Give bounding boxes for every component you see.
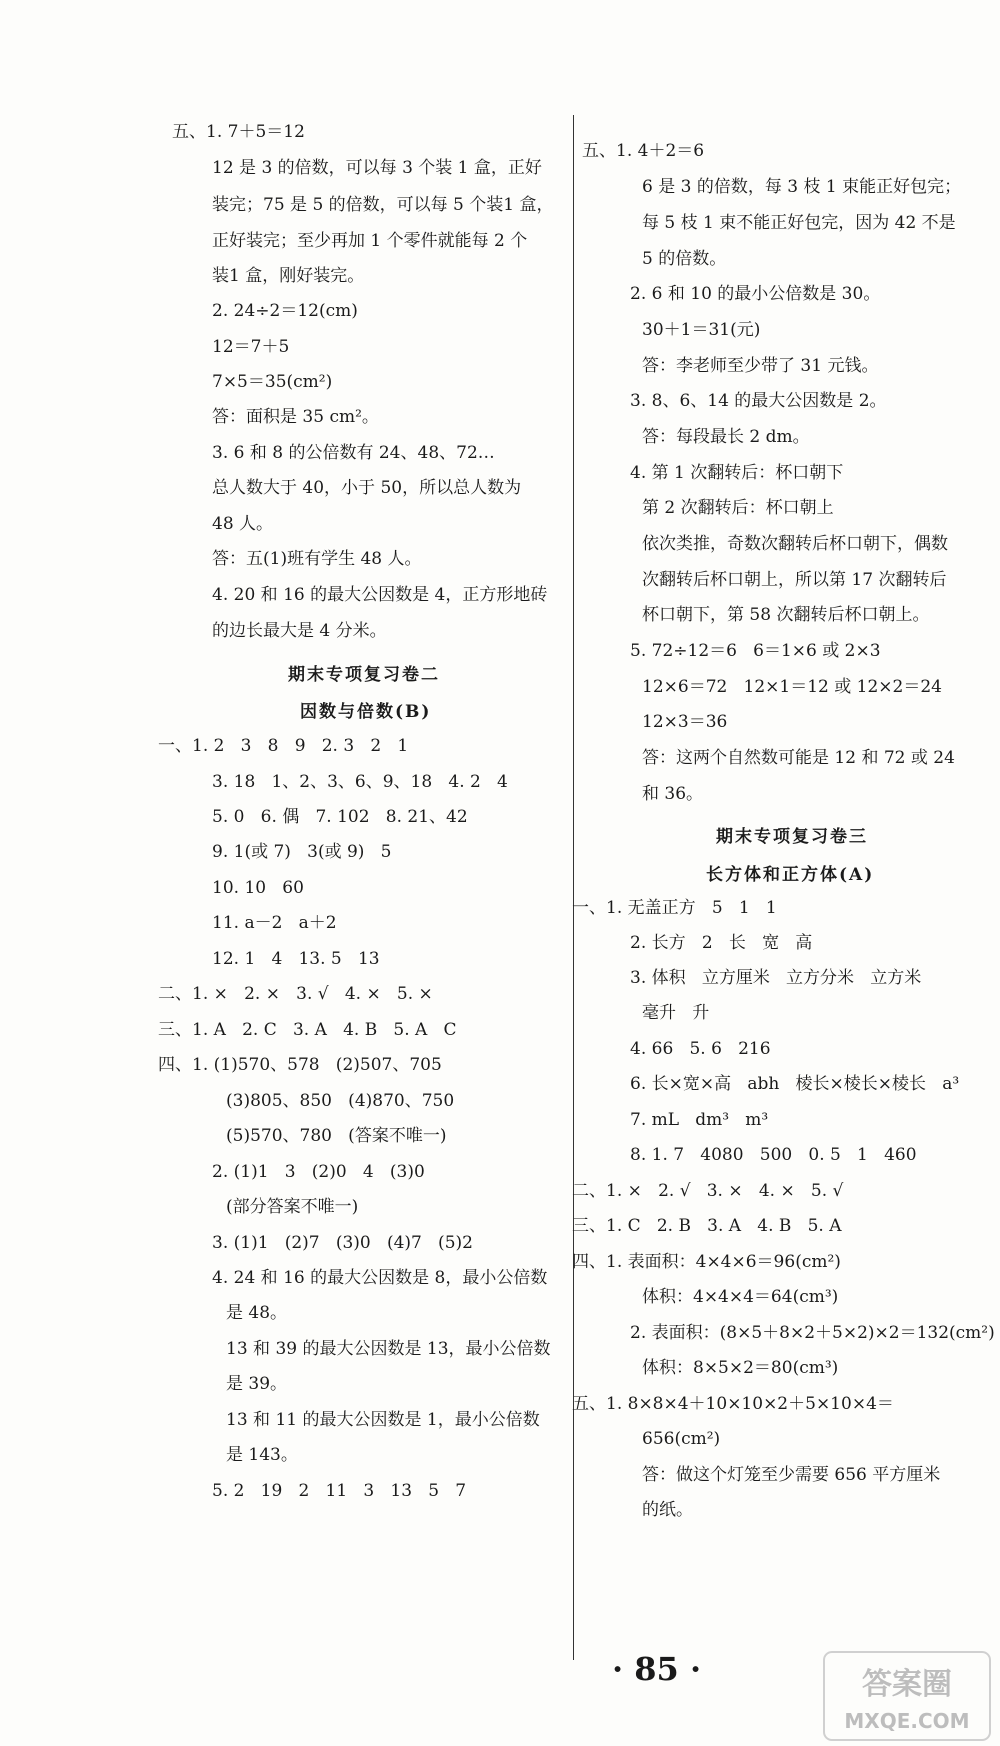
section-subheading: 因数与倍数(B) <box>300 702 432 722</box>
answer-line: 毫升 升 <box>642 1003 710 1023</box>
answer-line: 12＝7＋5 <box>212 337 290 357</box>
answer-line: 五、1. 8×8×4＋10×10×2＋5×10×4＝ <box>572 1394 894 1414</box>
answer-line: 9. 1(或 7) 3(或 9) 5 <box>212 842 392 862</box>
answer-line: 3. 体积 立方厘米 立方分米 立方米 <box>630 968 922 988</box>
answer-line: 5. 0 6. 偶 7. 102 8. 21、42 <box>212 807 468 827</box>
answer-line: 五、1. 7＋5＝12 <box>172 122 305 142</box>
answer-line: 6 是 3 的倍数，每 3 枝 1 束能正好包完； <box>642 177 962 197</box>
answer-line: 是 143。 <box>226 1445 298 1465</box>
answer-line: 5. 72÷12＝6 6＝1×6 或 2×3 <box>630 641 881 661</box>
page-number: · 85 · <box>612 1650 702 1688</box>
answer-line: 3. (1)1 (2)7 (3)0 (4)7 (5)2 <box>212 1233 473 1253</box>
answer-line: 每 5 枝 1 束不能正好包完，因为 42 不是 <box>642 213 956 233</box>
answer-line: 12 是 3 的倍数，可以每 3 个装 1 盒，正好 <box>212 158 542 178</box>
answer-line: 答：面积是 35 cm²。 <box>212 407 379 427</box>
answer-line: 第 2 次翻转后：杯口朝上 <box>642 498 834 518</box>
answer-line: 2. 24÷2＝12(cm) <box>212 301 358 321</box>
answer-line: 四、1. (1)570、578 (2)507、705 <box>158 1055 442 1075</box>
answer-line: 答：五(1)班有学生 48 人。 <box>212 549 422 569</box>
answer-line: 二、1. × 2. √ 3. × 4. × 5. √ <box>572 1181 844 1201</box>
answer-line: 答：这两个自然数可能是 12 和 72 或 24 <box>642 748 955 768</box>
answer-line: 3. 6 和 8 的公倍数有 24、48、72… <box>212 443 495 463</box>
answer-line: 装完；75 是 5 的倍数，可以每 5 个装1 盒， <box>212 195 554 215</box>
answer-line: 4. 第 1 次翻转后：杯口朝下 <box>630 463 844 483</box>
column-divider <box>573 115 574 1660</box>
section-heading: 期末专项复习卷二 <box>288 665 440 685</box>
answer-line: 48 人。 <box>212 514 274 534</box>
answer-line: 8. 1. 7 4080 500 0. 5 1 460 <box>630 1145 917 1165</box>
answer-line: 30＋1＝31(元) <box>642 320 761 340</box>
section-subheading: 长方体和正方体(A) <box>706 865 875 885</box>
answer-line: 656(cm²) <box>642 1429 721 1449</box>
answer-line: 10. 10 60 <box>212 878 304 898</box>
answer-line: (部分答案不唯一) <box>226 1197 359 1217</box>
answer-line: 一、1. 2 3 8 9 2. 3 2 1 <box>158 736 409 756</box>
answer-line: 12. 1 4 13. 5 13 <box>212 949 380 969</box>
answer-line: 4. 24 和 16 的最大公因数是 8，最小公倍数 <box>212 1268 548 1288</box>
answer-line: 2. (1)1 3 (2)0 4 (3)0 <box>212 1162 425 1182</box>
answer-line: 体积：4×4×4＝64(cm³) <box>642 1287 839 1307</box>
answer-line: 12×6＝72 12×1＝12 或 12×2＝24 <box>642 677 942 697</box>
answer-line: 依次类推，奇数次翻转后杯口朝下，偶数 <box>642 534 948 554</box>
answer-line: 一、1. 无盖正方 5 1 1 <box>572 898 777 918</box>
answer-line: 四、1. 表面积：4×4×6＝96(cm²) <box>572 1252 841 1272</box>
answer-line: 答：每段最长 2 dm。 <box>642 427 810 447</box>
answer-line: 正好装完；至少再加 1 个零件就能每 2 个 <box>212 231 528 251</box>
answer-line: 次翻转后杯口朝上，所以第 17 次翻转后 <box>642 570 947 590</box>
answer-line: 12×3＝36 <box>642 712 728 732</box>
answer-line: 二、1. × 2. × 3. √ 4. × 5. × <box>158 984 433 1004</box>
answer-line: 7×5＝35(cm²) <box>212 372 333 392</box>
answer-line: 4. 66 5. 6 216 <box>630 1039 771 1059</box>
answer-line: 三、1. C 2. B 3. A 4. B 5. A <box>572 1216 842 1236</box>
answer-line: 3. 8、6、14 的最大公因数是 2。 <box>630 391 887 411</box>
answer-line: 答：做这个灯笼至少需要 656 平方厘米 <box>642 1465 941 1485</box>
answer-line: 5. 2 19 2 11 3 13 5 7 <box>212 1481 467 1501</box>
watermark-bottom-text: MXQE.COM <box>844 1709 970 1733</box>
answer-line: 体积：8×5×2＝80(cm³) <box>642 1358 839 1378</box>
answer-line: 2. 表面积：(8×5＋8×2＋5×2)×2＝132(cm²) <box>630 1323 995 1343</box>
answer-line: 的边长最大是 4 分米。 <box>212 621 387 641</box>
answer-line: 是 48。 <box>226 1303 288 1323</box>
answer-line: (3)805、850 (4)870、750 <box>226 1091 455 1111</box>
watermark-logo <box>822 1650 992 1742</box>
answer-line: 2. 长方 2 长 宽 高 <box>630 933 813 953</box>
answer-line: 总人数大于 40，小于 50，所以总人数为 <box>212 478 522 498</box>
answer-line: 7. mL dm³ m³ <box>630 1110 769 1130</box>
answer-line: 5 的倍数。 <box>642 249 727 269</box>
answer-line: 三、1. A 2. C 3. A 4. B 5. A C <box>158 1020 457 1040</box>
answer-line: 13 和 39 的最大公因数是 13，最小公倍数 <box>226 1339 551 1359</box>
answer-line: 杯口朝下，第 58 次翻转后杯口朝上。 <box>642 605 930 625</box>
answer-line: 装1 盒，刚好装完。 <box>212 266 365 286</box>
answer-line: 2. 6 和 10 的最小公倍数是 30。 <box>630 284 881 304</box>
answer-line: 和 36。 <box>642 784 704 804</box>
answer-line: 答：李老师至少带了 31 元钱。 <box>642 356 879 376</box>
answer-line: 4. 20 和 16 的最大公因数是 4，正方形地砖 <box>212 585 548 605</box>
answer-line: 五、1. 4＋2＝6 <box>582 141 705 161</box>
answer-line: 13 和 11 的最大公因数是 1，最小公倍数 <box>226 1410 540 1430</box>
answer-line: 11. a－2 a＋2 <box>212 913 337 933</box>
answer-line: 3. 18 1、2、3、6、9、18 4. 2 4 <box>212 772 508 792</box>
section-heading: 期末专项复习卷三 <box>716 827 868 847</box>
answer-line: (5)570、780 (答案不唯一) <box>226 1126 447 1146</box>
answer-line: 6. 长×宽×高 abh 棱长×棱长×棱长 a³ <box>630 1074 960 1094</box>
answer-line: 是 39。 <box>226 1374 288 1394</box>
answer-line: 的纸。 <box>642 1500 693 1520</box>
watermark-top-text: 答案圈 <box>862 1667 952 1702</box>
